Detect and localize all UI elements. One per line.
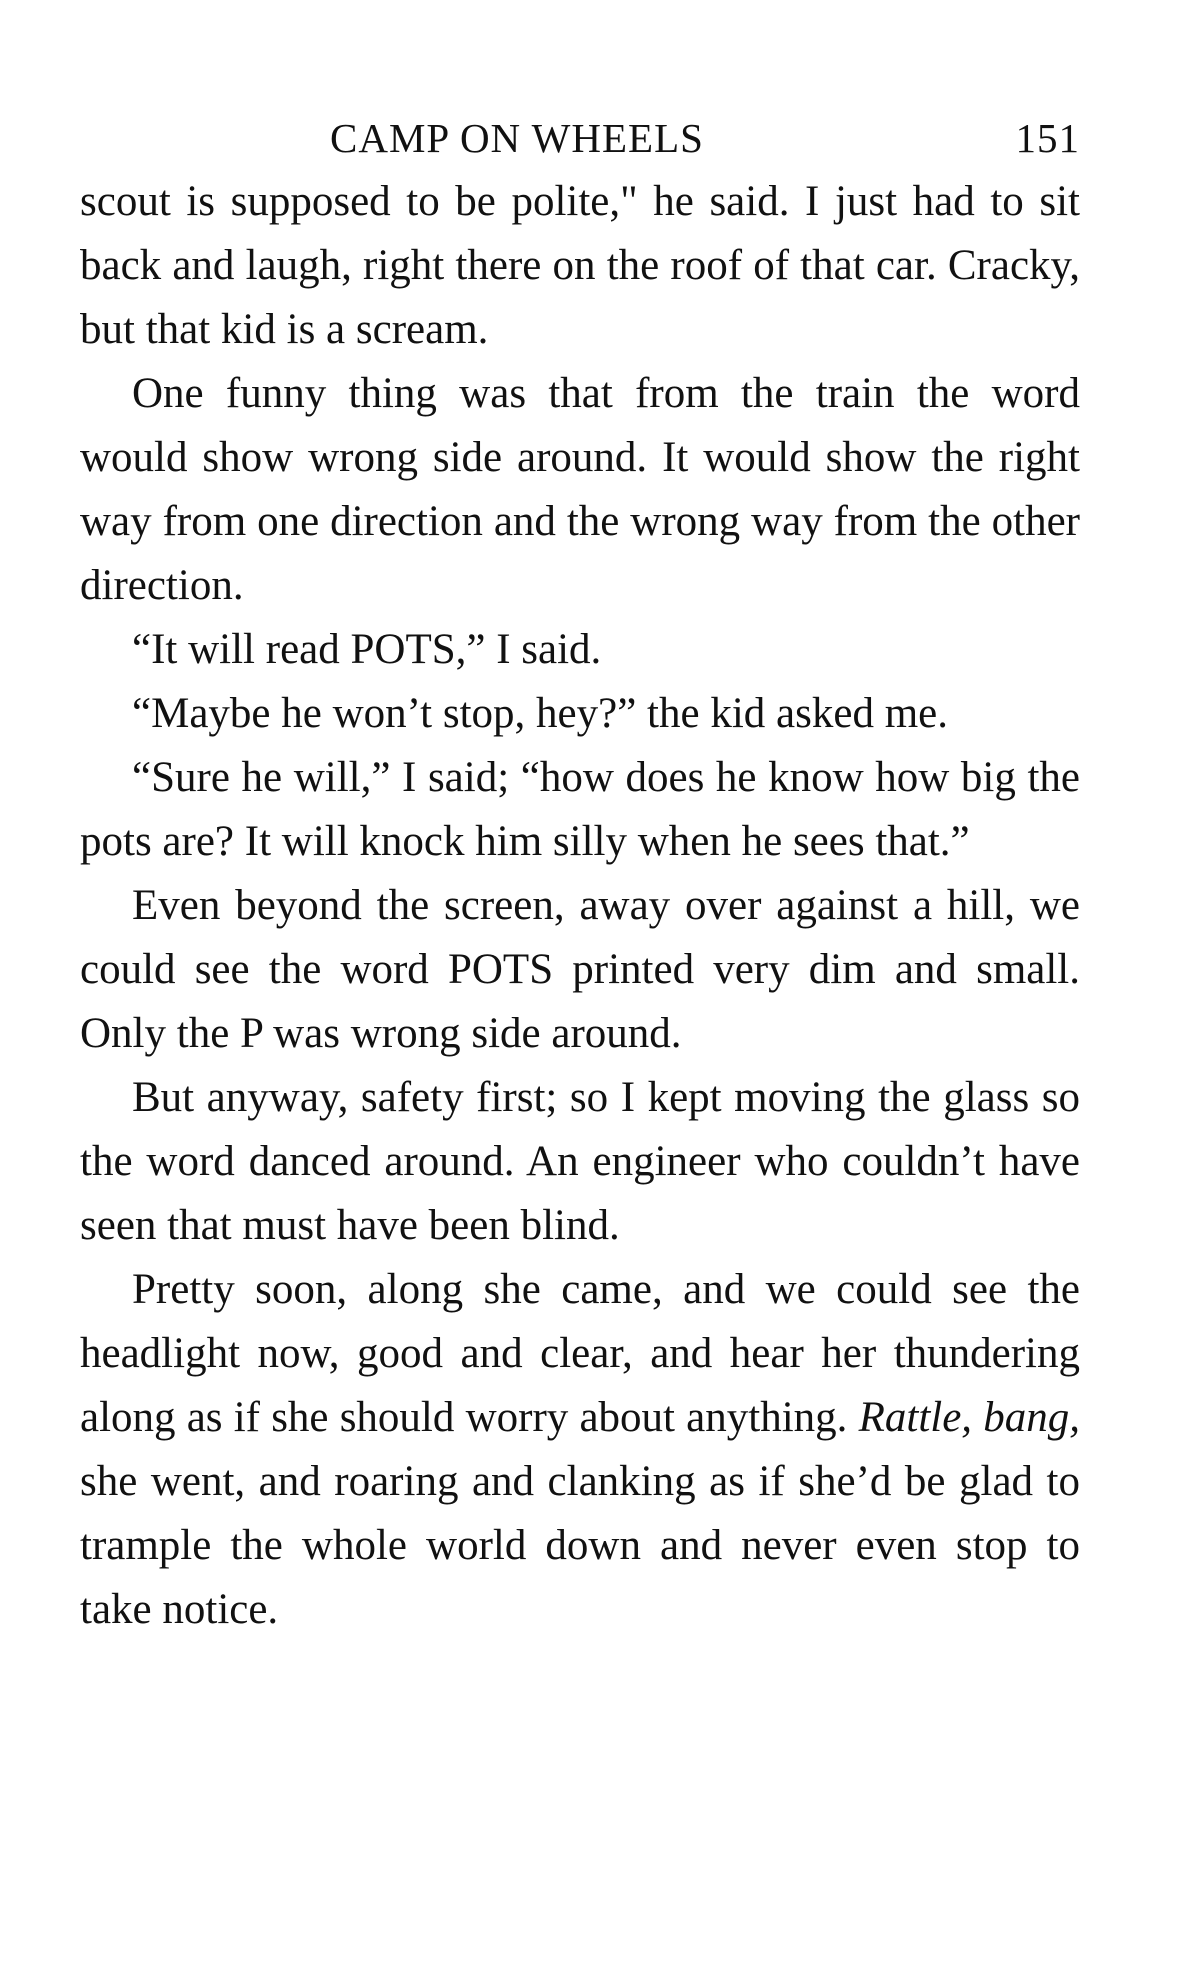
paragraph: One funny thing was that from the train the word would show wrong side around. It would show the right way from one direction and the wrong way from the other direction. <box>80 370 1080 609</box>
paragraph: But anyway, safety first; so I kept moving the glass so the word danced around. An engineer who couldn’t have seen that must have been blind. <box>80 1074 1080 1249</box>
paragraph: “It will read POTS,” I said. <box>132 626 602 673</box>
page-number: 151 <box>1015 115 1080 161</box>
running-header <box>80 100 1080 170</box>
paragraph-text: Pretty soon, along she came, and we could see the headlight now, good and clear, and hear her thundering along as if she should worry about anything. <box>80 1266 1080 1441</box>
paragraph-text: she went, and roaring and clanking as if she’d be glad to trample the whole world down and never even stop to take notice. <box>80 1458 1080 1633</box>
book-page <box>80 100 1080 1642</box>
italic-text: Rattle, bang, <box>858 1394 1080 1441</box>
body-text <box>80 170 1080 1642</box>
paragraph <box>80 1258 1080 1642</box>
paragraph: “Maybe he won’t stop, hey?” the kid asked me. <box>132 690 948 737</box>
paragraph: scout is supposed to be polite," he said. I just had to sit back and laugh, right there on the roof of that car. Cracky, but that kid is a scream. <box>80 178 1080 353</box>
chapter-title: CAMP ON WHEELS <box>330 115 704 161</box>
paragraph: “Sure he will,” I said; “how does he know how big the pots are? It will knock him silly when he sees that.” <box>80 754 1080 865</box>
paragraph: Even beyond the screen, away over against a hill, we could see the word POTS printed very dim and small. Only the P was wrong side around. <box>80 882 1080 1057</box>
